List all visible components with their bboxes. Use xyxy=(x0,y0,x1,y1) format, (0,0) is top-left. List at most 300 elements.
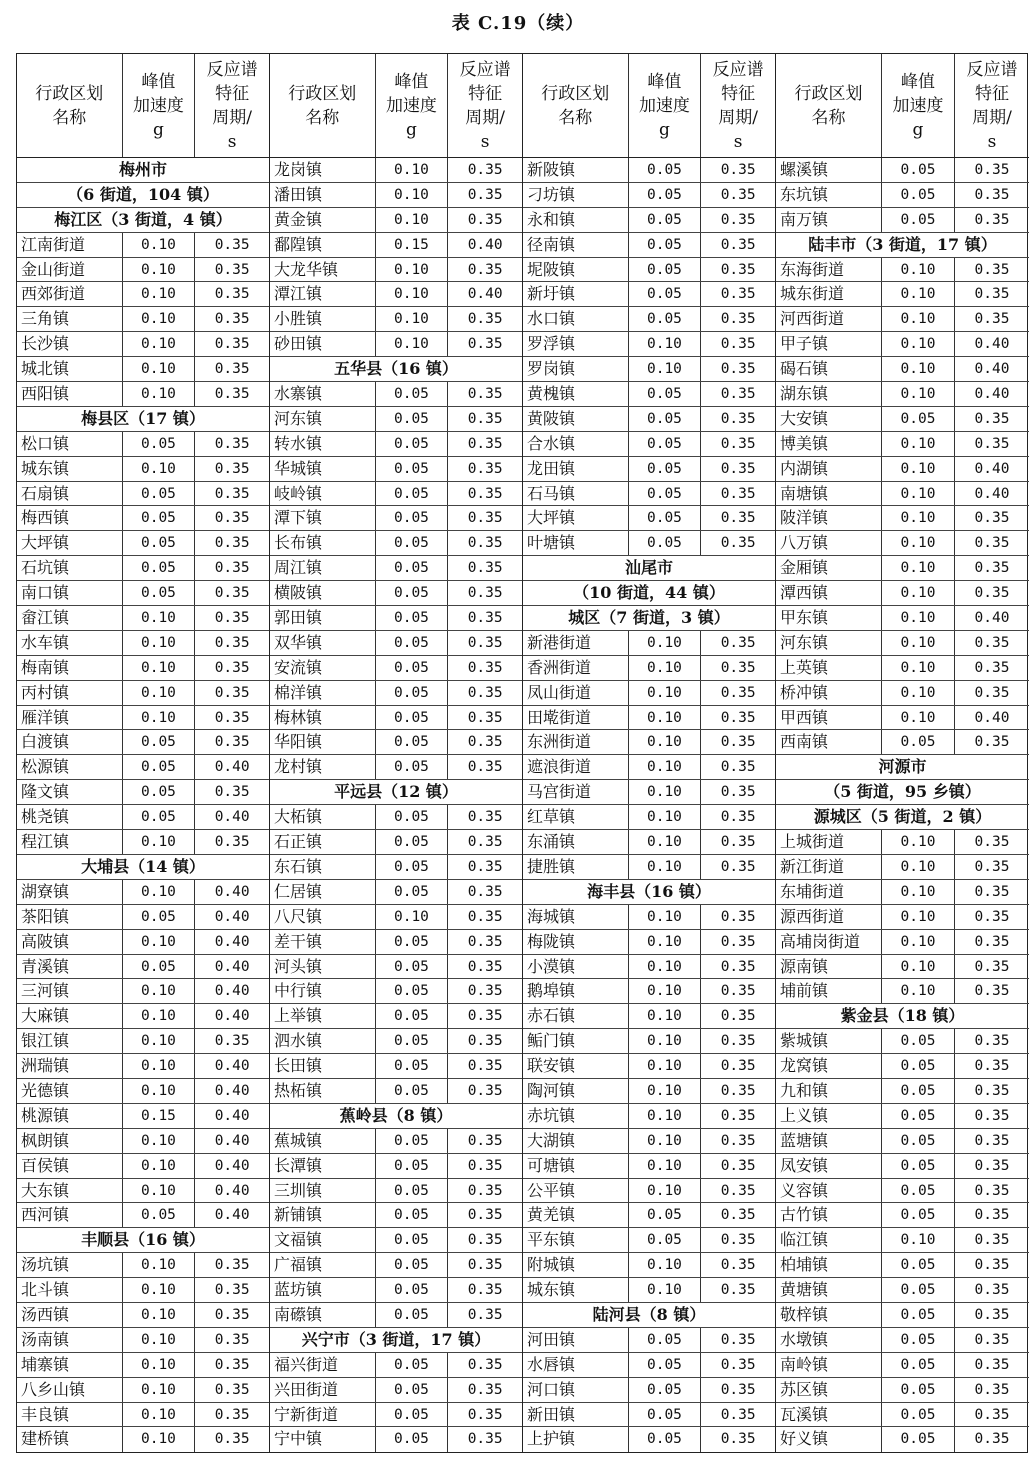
region-name-cell: 陶河镇 xyxy=(523,1079,629,1103)
region-name-cell: 瓦溪镇 xyxy=(776,1403,882,1427)
table-column-4 xyxy=(776,54,1029,1452)
peak-acceleration-cell: 0.10 xyxy=(376,208,449,232)
region-name-cell: 龙村镇 xyxy=(270,755,376,779)
peak-acceleration-cell: 0.05 xyxy=(882,1079,955,1103)
table-row xyxy=(270,1303,522,1328)
region-name-cell: 八万镇 xyxy=(776,531,882,555)
region-name-cell: 城东镇 xyxy=(523,1278,629,1302)
characteristic-period-cell: 0.35 xyxy=(974,1306,1010,1323)
region-name-cell: 石正镇 xyxy=(270,830,376,854)
characteristic-period-cell: 0.35 xyxy=(720,410,756,427)
table-row xyxy=(270,183,522,208)
region-name-cell: 汤西镇 xyxy=(17,1303,123,1327)
characteristic-period-cell: 0.35 xyxy=(467,684,503,701)
characteristic-period-cell: 0.35 xyxy=(974,1406,1010,1423)
region-name-cell: 河口镇 xyxy=(523,1378,629,1402)
group-heading: 源城区（5 街道，2 镇） xyxy=(813,807,992,827)
table-row xyxy=(17,1129,269,1154)
group-heading: 五华县（16 镇） xyxy=(334,359,458,379)
region-name-cell: 桥冲镇 xyxy=(776,681,882,705)
peak-acceleration-cell: 0.10 xyxy=(629,1253,702,1277)
region-name-cell: 横陂镇 xyxy=(270,581,376,605)
region-name-cell: 罗岗镇 xyxy=(523,357,629,381)
characteristic-period-cell: 0.35 xyxy=(214,535,250,552)
characteristic-period-cell: 0.35 xyxy=(720,211,756,228)
peak-acceleration-cell: 0.10 xyxy=(123,606,196,630)
region-name-cell: 永和镇 xyxy=(523,208,629,232)
characteristic-period-cell: 0.35 xyxy=(467,1406,503,1423)
peak-acceleration-cell: 0.10 xyxy=(629,631,702,655)
characteristic-period-cell: 0.35 xyxy=(214,1431,250,1448)
table-row xyxy=(523,1154,775,1179)
characteristic-period-cell: 0.35 xyxy=(720,311,756,328)
peak-acceleration-cell: 0.05 xyxy=(376,656,449,680)
peak-acceleration-cell: 0.10 xyxy=(629,755,702,779)
peak-acceleration-cell: 0.10 xyxy=(882,979,955,1003)
peak-acceleration-cell: 0.05 xyxy=(376,581,449,605)
peak-acceleration-cell: 0.10 xyxy=(123,258,196,282)
characteristic-period-cell: 0.35 xyxy=(974,510,1010,527)
region-name-cell: 石马镇 xyxy=(523,482,629,506)
region-name-cell: 金山街道 xyxy=(17,258,123,282)
peak-acceleration-cell: 0.10 xyxy=(629,730,702,754)
peak-acceleration-cell: 0.05 xyxy=(376,1079,449,1103)
peak-acceleration-cell: 0.05 xyxy=(882,1328,955,1352)
peak-acceleration-cell: 0.10 xyxy=(882,631,955,655)
region-name-cell: 石坑镇 xyxy=(17,556,123,580)
peak-acceleration-cell: 0.05 xyxy=(123,730,196,754)
characteristic-period-cell: 0.35 xyxy=(720,236,756,253)
region-name-cell: 罗浮镇 xyxy=(523,332,629,356)
table-row xyxy=(523,233,775,258)
region-name-cell: 石扇镇 xyxy=(17,482,123,506)
peak-acceleration-cell: 0.05 xyxy=(882,1029,955,1053)
peak-acceleration-cell: 0.10 xyxy=(629,805,702,829)
header-region-name: 行政区划 名称 xyxy=(523,54,629,157)
characteristic-period-cell: 0.35 xyxy=(214,386,250,403)
characteristic-period-cell: 0.35 xyxy=(720,1058,756,1075)
table-row xyxy=(17,681,269,706)
peak-acceleration-cell: 0.15 xyxy=(376,233,449,257)
table-row xyxy=(523,1353,775,1378)
peak-acceleration-cell: 0.05 xyxy=(882,158,955,182)
region-name-cell: 上城街道 xyxy=(776,830,882,854)
region-name-cell: 热柘镇 xyxy=(270,1079,376,1103)
region-name-cell: 紫城镇 xyxy=(776,1029,882,1053)
characteristic-period-cell: 0.35 xyxy=(214,784,250,801)
region-name-cell: 古竹镇 xyxy=(776,1203,882,1227)
table-row xyxy=(270,631,522,656)
peak-acceleration-cell: 0.10 xyxy=(882,506,955,530)
region-name-cell: 柏埔镇 xyxy=(776,1253,882,1277)
peak-acceleration-cell: 0.10 xyxy=(123,382,196,406)
table-column-2 xyxy=(270,54,523,1452)
region-name-cell: 西郊街道 xyxy=(17,282,123,306)
characteristic-period-cell: 0.35 xyxy=(720,1182,756,1199)
characteristic-period-cell: 0.35 xyxy=(467,1306,503,1323)
characteristic-period-cell: 0.35 xyxy=(974,186,1010,203)
peak-acceleration-cell: 0.05 xyxy=(376,457,449,481)
characteristic-period-cell: 0.35 xyxy=(974,1207,1010,1224)
region-name-cell: 水寨镇 xyxy=(270,382,376,406)
characteristic-period-cell: 0.35 xyxy=(214,311,250,328)
peak-acceleration-cell: 0.10 xyxy=(376,307,449,331)
characteristic-period-cell: 0.35 xyxy=(720,186,756,203)
peak-acceleration-cell: 0.05 xyxy=(123,905,196,929)
table-row xyxy=(17,1104,269,1129)
characteristic-period-cell: 0.35 xyxy=(214,1406,250,1423)
table-row xyxy=(270,457,522,482)
region-name-cell: 海城镇 xyxy=(523,905,629,929)
peak-acceleration-cell: 0.10 xyxy=(376,905,449,929)
peak-acceleration-cell: 0.10 xyxy=(123,1353,196,1377)
table-row xyxy=(17,581,269,606)
table-row xyxy=(17,805,269,830)
characteristic-period-cell: 0.35 xyxy=(974,535,1010,552)
characteristic-period-cell: 0.35 xyxy=(720,1207,756,1224)
table-row xyxy=(523,1378,775,1403)
characteristic-period-cell: 0.35 xyxy=(720,460,756,477)
characteristic-period-cell: 0.35 xyxy=(974,211,1010,228)
characteristic-period-cell: 0.35 xyxy=(214,1381,250,1398)
peak-acceleration-cell: 0.05 xyxy=(629,382,702,406)
characteristic-period-cell: 0.35 xyxy=(720,361,756,378)
table-row xyxy=(270,755,522,780)
table-row xyxy=(270,1253,522,1278)
region-name-cell: 华阳镇 xyxy=(270,730,376,754)
peak-acceleration-cell: 0.10 xyxy=(123,1403,196,1427)
region-name-cell: 周江镇 xyxy=(270,556,376,580)
region-name-cell: 程江镇 xyxy=(17,830,123,854)
peak-acceleration-cell: 0.10 xyxy=(629,1029,702,1053)
region-name-cell: 郭田镇 xyxy=(270,606,376,630)
peak-acceleration-cell: 0.05 xyxy=(882,1104,955,1128)
peak-acceleration-cell: 0.05 xyxy=(376,681,449,705)
characteristic-period-cell: 0.35 xyxy=(467,535,503,552)
characteristic-period-cell: 0.40 xyxy=(214,809,250,826)
table-row xyxy=(270,905,522,930)
peak-acceleration-cell: 0.10 xyxy=(882,482,955,506)
table-row xyxy=(270,1079,522,1104)
table-row xyxy=(17,780,269,805)
characteristic-period-cell: 0.35 xyxy=(974,834,1010,851)
table-row xyxy=(523,1328,775,1353)
region-name-cell: 南万镇 xyxy=(776,208,882,232)
table-row xyxy=(270,482,522,507)
characteristic-period-cell: 0.35 xyxy=(467,933,503,950)
table-row xyxy=(523,432,775,457)
table-row xyxy=(270,158,522,183)
characteristic-period-cell: 0.35 xyxy=(467,485,503,502)
peak-acceleration-cell: 0.05 xyxy=(882,1203,955,1227)
characteristic-period-cell: 0.35 xyxy=(720,1381,756,1398)
peak-acceleration-cell: 0.05 xyxy=(629,1228,702,1252)
table-row xyxy=(17,656,269,681)
peak-acceleration-cell: 0.10 xyxy=(123,1029,196,1053)
peak-acceleration-cell: 0.10 xyxy=(882,258,955,282)
peak-acceleration-cell: 0.05 xyxy=(376,1303,449,1327)
peak-acceleration-cell: 0.05 xyxy=(882,1179,955,1203)
region-name-cell: 上举镇 xyxy=(270,1004,376,1028)
characteristic-period-cell: 0.35 xyxy=(467,1008,503,1025)
peak-acceleration-cell: 0.05 xyxy=(882,730,955,754)
region-name-cell: 兴田街道 xyxy=(270,1378,376,1402)
region-name-cell: 新铺镇 xyxy=(270,1203,376,1227)
table-row xyxy=(270,556,522,581)
peak-acceleration-cell: 0.10 xyxy=(882,880,955,904)
peak-acceleration-cell: 0.05 xyxy=(882,407,955,431)
region-name-cell: 北斗镇 xyxy=(17,1278,123,1302)
table-row xyxy=(17,706,269,731)
table-row xyxy=(523,1004,775,1029)
group-heading-row xyxy=(523,1303,775,1328)
region-name-cell: 红草镇 xyxy=(523,805,629,829)
table-row xyxy=(523,930,775,955)
peak-acceleration-cell: 0.05 xyxy=(376,1378,449,1402)
table-row xyxy=(270,581,522,606)
table-row xyxy=(523,855,775,880)
characteristic-period-cell: 0.35 xyxy=(720,684,756,701)
characteristic-period-cell: 0.40 xyxy=(214,908,250,925)
seismic-parameter-table xyxy=(16,53,1028,1453)
region-name-cell: 中行镇 xyxy=(270,979,376,1003)
group-heading-row xyxy=(270,1328,522,1353)
characteristic-period-cell: 0.35 xyxy=(467,311,503,328)
peak-acceleration-cell: 0.05 xyxy=(882,1427,955,1452)
region-name-cell: 宁新街道 xyxy=(270,1403,376,1427)
peak-acceleration-cell: 0.05 xyxy=(629,531,702,555)
table-row xyxy=(270,382,522,407)
region-name-cell: 文福镇 xyxy=(270,1228,376,1252)
region-name-cell: 梅陇镇 xyxy=(523,930,629,954)
group-heading-row xyxy=(270,1104,522,1129)
characteristic-period-cell: 0.40 xyxy=(974,361,1010,378)
table-row xyxy=(776,1427,1029,1452)
table-row xyxy=(17,930,269,955)
characteristic-period-cell: 0.35 xyxy=(214,834,250,851)
region-name-cell: 双华镇 xyxy=(270,631,376,655)
peak-acceleration-cell: 0.05 xyxy=(882,1378,955,1402)
table-row xyxy=(776,1079,1029,1104)
region-name-cell: 上义镇 xyxy=(776,1104,882,1128)
region-name-cell: 梅林镇 xyxy=(270,706,376,730)
region-name-cell: 湖寮镇 xyxy=(17,880,123,904)
table-row xyxy=(17,755,269,780)
peak-acceleration-cell: 0.05 xyxy=(376,556,449,580)
region-name-cell: 河头镇 xyxy=(270,955,376,979)
table-row xyxy=(270,1427,522,1452)
table-row xyxy=(523,1079,775,1104)
region-name-cell: 水车镇 xyxy=(17,631,123,655)
region-name-cell: 枫朗镇 xyxy=(17,1129,123,1153)
group-heading-row xyxy=(17,208,269,233)
peak-acceleration-cell: 0.10 xyxy=(882,282,955,306)
region-name-cell: 黄羌镇 xyxy=(523,1203,629,1227)
peak-acceleration-cell: 0.10 xyxy=(629,1054,702,1078)
region-name-cell: 合水镇 xyxy=(523,432,629,456)
region-name-cell: 东涌镇 xyxy=(523,830,629,854)
region-name-cell: 小漠镇 xyxy=(523,955,629,979)
header-characteristic-period: 反应谱 特征 周期/ s xyxy=(712,59,764,152)
table-row xyxy=(270,1154,522,1179)
region-name-cell: 建桥镇 xyxy=(17,1427,123,1452)
peak-acceleration-cell: 0.05 xyxy=(376,1353,449,1377)
characteristic-period-cell: 0.35 xyxy=(467,510,503,527)
characteristic-period-cell: 0.35 xyxy=(467,809,503,826)
group-heading-row xyxy=(523,606,775,631)
table-row xyxy=(17,357,269,382)
region-name-cell: 大坪镇 xyxy=(523,506,629,530)
characteristic-period-cell: 0.35 xyxy=(974,1431,1010,1448)
group-heading: 陆丰市（3 街道，17 镇） xyxy=(808,234,997,254)
table-row xyxy=(270,1054,522,1079)
table-header xyxy=(776,54,1029,158)
peak-acceleration-cell: 0.10 xyxy=(629,1129,702,1153)
region-name-cell: 桃尧镇 xyxy=(17,805,123,829)
region-name-cell: 九和镇 xyxy=(776,1079,882,1103)
peak-acceleration-cell: 0.10 xyxy=(123,1278,196,1302)
region-name-cell: 长田镇 xyxy=(270,1054,376,1078)
region-name-cell: 八乡山镇 xyxy=(17,1378,123,1402)
peak-acceleration-cell: 0.05 xyxy=(376,1004,449,1028)
region-name-cell: 内湖镇 xyxy=(776,457,882,481)
group-heading-row xyxy=(523,556,775,581)
characteristic-period-cell: 0.35 xyxy=(214,336,250,353)
region-name-cell: 差干镇 xyxy=(270,930,376,954)
region-name-cell: 城东镇 xyxy=(17,457,123,481)
table-row xyxy=(17,1154,269,1179)
peak-acceleration-cell: 0.10 xyxy=(629,979,702,1003)
table-row xyxy=(270,1278,522,1303)
peak-acceleration-cell: 0.10 xyxy=(629,1004,702,1028)
table-row xyxy=(17,1328,269,1353)
table-row xyxy=(776,631,1029,656)
peak-acceleration-cell: 0.10 xyxy=(882,457,955,481)
peak-acceleration-cell: 0.05 xyxy=(376,631,449,655)
table-row xyxy=(17,730,269,755)
characteristic-period-cell: 0.35 xyxy=(720,759,756,776)
table-row xyxy=(776,1129,1029,1154)
group-heading: 紫金县（18 镇） xyxy=(840,1006,965,1026)
region-name-cell: 黄塘镇 xyxy=(776,1278,882,1302)
region-name-cell: 安流镇 xyxy=(270,656,376,680)
peak-acceleration-cell: 0.05 xyxy=(376,1278,449,1302)
characteristic-period-cell: 0.35 xyxy=(214,1331,250,1348)
characteristic-period-cell: 0.35 xyxy=(467,162,503,178)
characteristic-period-cell: 0.40 xyxy=(974,485,1010,502)
table-row xyxy=(523,681,775,706)
table-row xyxy=(17,1253,269,1278)
characteristic-period-cell: 0.35 xyxy=(467,983,503,1000)
region-name-cell: 汤南镇 xyxy=(17,1328,123,1352)
table-row xyxy=(523,208,775,233)
peak-acceleration-cell: 0.05 xyxy=(629,158,702,182)
region-name-cell: 大湖镇 xyxy=(523,1129,629,1153)
characteristic-period-cell: 0.35 xyxy=(974,1132,1010,1149)
table-row xyxy=(270,506,522,531)
page-title: 表 C.19（续） xyxy=(451,13,585,34)
region-name-cell: 三河镇 xyxy=(17,979,123,1003)
characteristic-period-cell: 0.35 xyxy=(720,1008,756,1025)
peak-acceleration-cell: 0.05 xyxy=(629,183,702,207)
peak-acceleration-cell: 0.05 xyxy=(376,805,449,829)
peak-acceleration-cell: 0.10 xyxy=(882,307,955,331)
characteristic-period-cell: 0.35 xyxy=(214,1033,250,1050)
table-row xyxy=(776,1253,1029,1278)
peak-acceleration-cell: 0.05 xyxy=(123,482,196,506)
region-name-cell: 凤安镇 xyxy=(776,1154,882,1178)
peak-acceleration-cell: 0.10 xyxy=(123,1303,196,1327)
peak-acceleration-cell: 0.05 xyxy=(629,1353,702,1377)
peak-acceleration-cell: 0.05 xyxy=(629,307,702,331)
table-row xyxy=(776,681,1029,706)
table-column-3 xyxy=(523,54,776,1452)
table-row xyxy=(776,332,1029,357)
peak-acceleration-cell: 0.10 xyxy=(629,1179,702,1203)
peak-acceleration-cell: 0.10 xyxy=(882,556,955,580)
group-heading-row xyxy=(17,183,269,208)
region-name-cell: 源西街道 xyxy=(776,905,882,929)
table-row xyxy=(270,706,522,731)
characteristic-period-cell: 0.35 xyxy=(720,734,756,751)
characteristic-period-cell: 0.40 xyxy=(214,1207,250,1224)
group-heading: （10 街道，44 镇） xyxy=(573,583,725,603)
characteristic-period-cell: 0.35 xyxy=(720,1406,756,1423)
region-name-cell: 新江街道 xyxy=(776,855,882,879)
characteristic-period-cell: 0.35 xyxy=(214,1257,250,1274)
table-row xyxy=(523,482,775,507)
table-row xyxy=(17,1378,269,1403)
table-header xyxy=(17,54,269,158)
peak-acceleration-cell: 0.05 xyxy=(123,780,196,804)
table-row xyxy=(270,606,522,631)
table-row xyxy=(270,656,522,681)
peak-acceleration-cell: 0.10 xyxy=(123,681,196,705)
region-name-cell: 南塘镇 xyxy=(776,482,882,506)
table-row xyxy=(17,1303,269,1328)
peak-acceleration-cell: 0.10 xyxy=(123,631,196,655)
region-name-cell: 公平镇 xyxy=(523,1179,629,1203)
peak-acceleration-cell: 0.10 xyxy=(376,158,449,182)
characteristic-period-cell: 0.35 xyxy=(467,908,503,925)
table-row xyxy=(776,1203,1029,1228)
table-row xyxy=(270,730,522,755)
table-row xyxy=(776,606,1029,631)
table-row xyxy=(17,1203,269,1228)
table-row xyxy=(17,1278,269,1303)
table-row xyxy=(17,457,269,482)
group-heading-row xyxy=(776,1004,1029,1029)
peak-acceleration-cell: 0.10 xyxy=(629,1104,702,1128)
peak-acceleration-cell: 0.05 xyxy=(376,531,449,555)
characteristic-period-cell: 0.35 xyxy=(974,908,1010,925)
table-row xyxy=(523,1179,775,1204)
region-name-cell: 坭陂镇 xyxy=(523,258,629,282)
peak-acceleration-cell: 0.05 xyxy=(376,1203,449,1227)
region-name-cell: 潭西镇 xyxy=(776,581,882,605)
group-heading: 梅江区（3 街道，4 镇） xyxy=(54,209,232,229)
peak-acceleration-cell: 0.05 xyxy=(376,1179,449,1203)
table-row xyxy=(776,556,1029,581)
table-row xyxy=(776,307,1029,332)
table-row xyxy=(270,332,522,357)
region-name-cell: 赤石镇 xyxy=(523,1004,629,1028)
peak-acceleration-cell: 0.10 xyxy=(123,282,196,306)
group-heading-row xyxy=(270,357,522,382)
group-heading-row xyxy=(17,1228,269,1253)
region-name-cell: 丰良镇 xyxy=(17,1403,123,1427)
peak-acceleration-cell: 0.10 xyxy=(376,332,449,356)
